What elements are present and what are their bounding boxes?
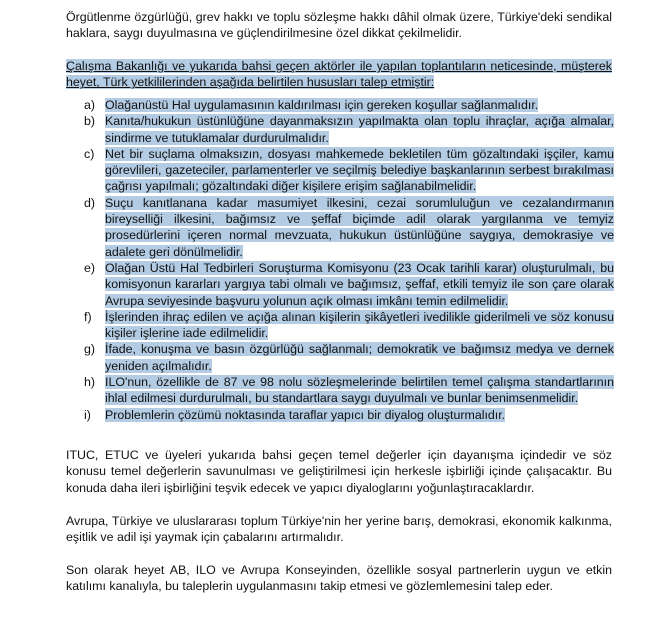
paragraph-intro-demands xyxy=(66,58,612,91)
list-item-text: İfade, konuşma ve basın özgürlüğü sağlanmalı; demokratik ve bağımsız medya ve dernek yeniden açılmalıdır. xyxy=(105,342,614,373)
list-item xyxy=(84,374,614,407)
paragraph-peace-development: Avrupa, Türkiye ve uluslararası toplum Türkiye'nin her yerine barış, demokrasi, ekonomik kalkınma, eşitlik ve adil işi yaymak için çabalarını artırmalıdır. xyxy=(66,514,612,545)
list-item-text: Problemlerin çözümü noktasında taraflar yapıcı bir diyalog oluşturmalıdır. xyxy=(105,407,506,422)
list-item-text: Suçu kanıtlanana kadar masumiyet ilkesini, cezai sorumluluğun ve cezalandırmanın bireyselliği ilkesini, bağımsız ve şeffaf biçimde adil olarak yargılanma ve temyiz prosedürlerini içeren normal mevzuata, hukukun üstünlüğüne saygıya, demokrasiye ve adalete geri dönülmelidir. xyxy=(105,195,614,259)
list-item-letter: i) xyxy=(84,407,91,422)
intro-demands-text: Çalışma Bakanlığı ve yukarıda bahsi geçen aktörler ile yapılan toplantıların neticesinde, müşterek heyet, Türk yetkililerinden aşağıda belirtilen hususları talep etmiştir: xyxy=(66,59,612,90)
list-item xyxy=(84,407,614,423)
paragraph-follow-up: Son olarak heyet AB, ILO ve Avrupa Konseyinden, özellikle sosyal partnerlerin uygun ve etkin katılımı kanalıyla, bu taleplerin uygulanmasını takip etmesi ve gözlemlemesini talep eder. xyxy=(66,563,612,594)
list-item-text: Net bir suçlama olmaksızın, dosyası mahkemede bekletilen tüm gözaltındaki işçiler, kamu görevlileri, gazeteciler, parlamenterler ve seçilmiş belediye başkanlarının serbest bırakılması çağrısı yapılmalı; gözaltındaki diğer kişilere erişim sağlanabilmelidir. xyxy=(105,146,614,194)
list-item xyxy=(84,97,614,113)
list-item-text: Olağan Üstü Hal Tedbirleri Soruşturma Komisyonu (23 Ocak tarihli karar) oluşturulmalı, bu komisyonun kararları yargıya tabi olmalı ve bağımsız, şeffaf, etkili temyiz ile son çare olarak Avrupa seviyesinde başvuru yolunun açık olması imkânı temin edilmelidir. xyxy=(105,260,614,308)
demands-list xyxy=(84,97,614,423)
list-item-text: ILO'nun, özellikle de 87 ve 98 nolu sözleşmelerinde belirtilen temel çalışma standartlarının ihlal edilmesi durdurulmalı, bu standartlara saygı duyulmalı ve bunlar benimsenmelidir. xyxy=(105,375,614,406)
list-item-letter: h) xyxy=(84,375,96,390)
list-item xyxy=(84,309,614,342)
list-item-letter: d) xyxy=(84,195,96,210)
list-item xyxy=(84,113,614,146)
list-item-text: Olağanüstü Hal uygulamasının kaldırılması için gereken koşullar sağlanmalıdır. xyxy=(105,98,539,112)
list-item-text: Kanıta/hukukun üstünlüğüne dayanmaksızın yapılmakta olan toplu ihraçlar, açığa almalar, sindirme ve tutuklamalar durdurulmalıdır. xyxy=(105,114,614,145)
list-item-letter: a) xyxy=(84,98,96,112)
paragraph-union-rights: Örgütlenme özgürlüğü, grev hakkı ve toplu sözleşme hakkı dâhil olmak üzere, Türkiye'deki sendikal haklara, saygı duyulmasına ve güçlendirilmesine özel dikkat çekilmelidir. xyxy=(66,10,612,41)
list-item xyxy=(84,195,614,260)
list-item-letter: e) xyxy=(84,260,96,275)
list-item-letter: c) xyxy=(84,146,95,161)
list-item-text: İşlerinden ihraç edilen ve açığa alınan kişilerin şikâyetleri ivedilikle giderilmeli ve söz konusu kişiler işlerine iade edilmelidir. xyxy=(105,309,614,341)
list-item-letter: b) xyxy=(84,114,96,129)
list-item xyxy=(84,341,614,374)
list-item xyxy=(84,260,614,309)
paragraph-solidarity: ITUC, ETUC ve üyeleri yukarıda bahsi geçen temel değerler için dayanışma içindedir ve söz konusu temel değerlerin savunulması ve geliştirilmesi için herkesle işbirliği içinde çalışacaktır. Bu konuda daha ileri işbirliğini teşvik edecek ve yapıcı diyaloglarını yoğunlaştıracaklardır. xyxy=(66,448,612,495)
list-item-letter: g) xyxy=(84,342,96,357)
list-item xyxy=(84,146,614,195)
list-item-letter: f) xyxy=(84,309,92,324)
